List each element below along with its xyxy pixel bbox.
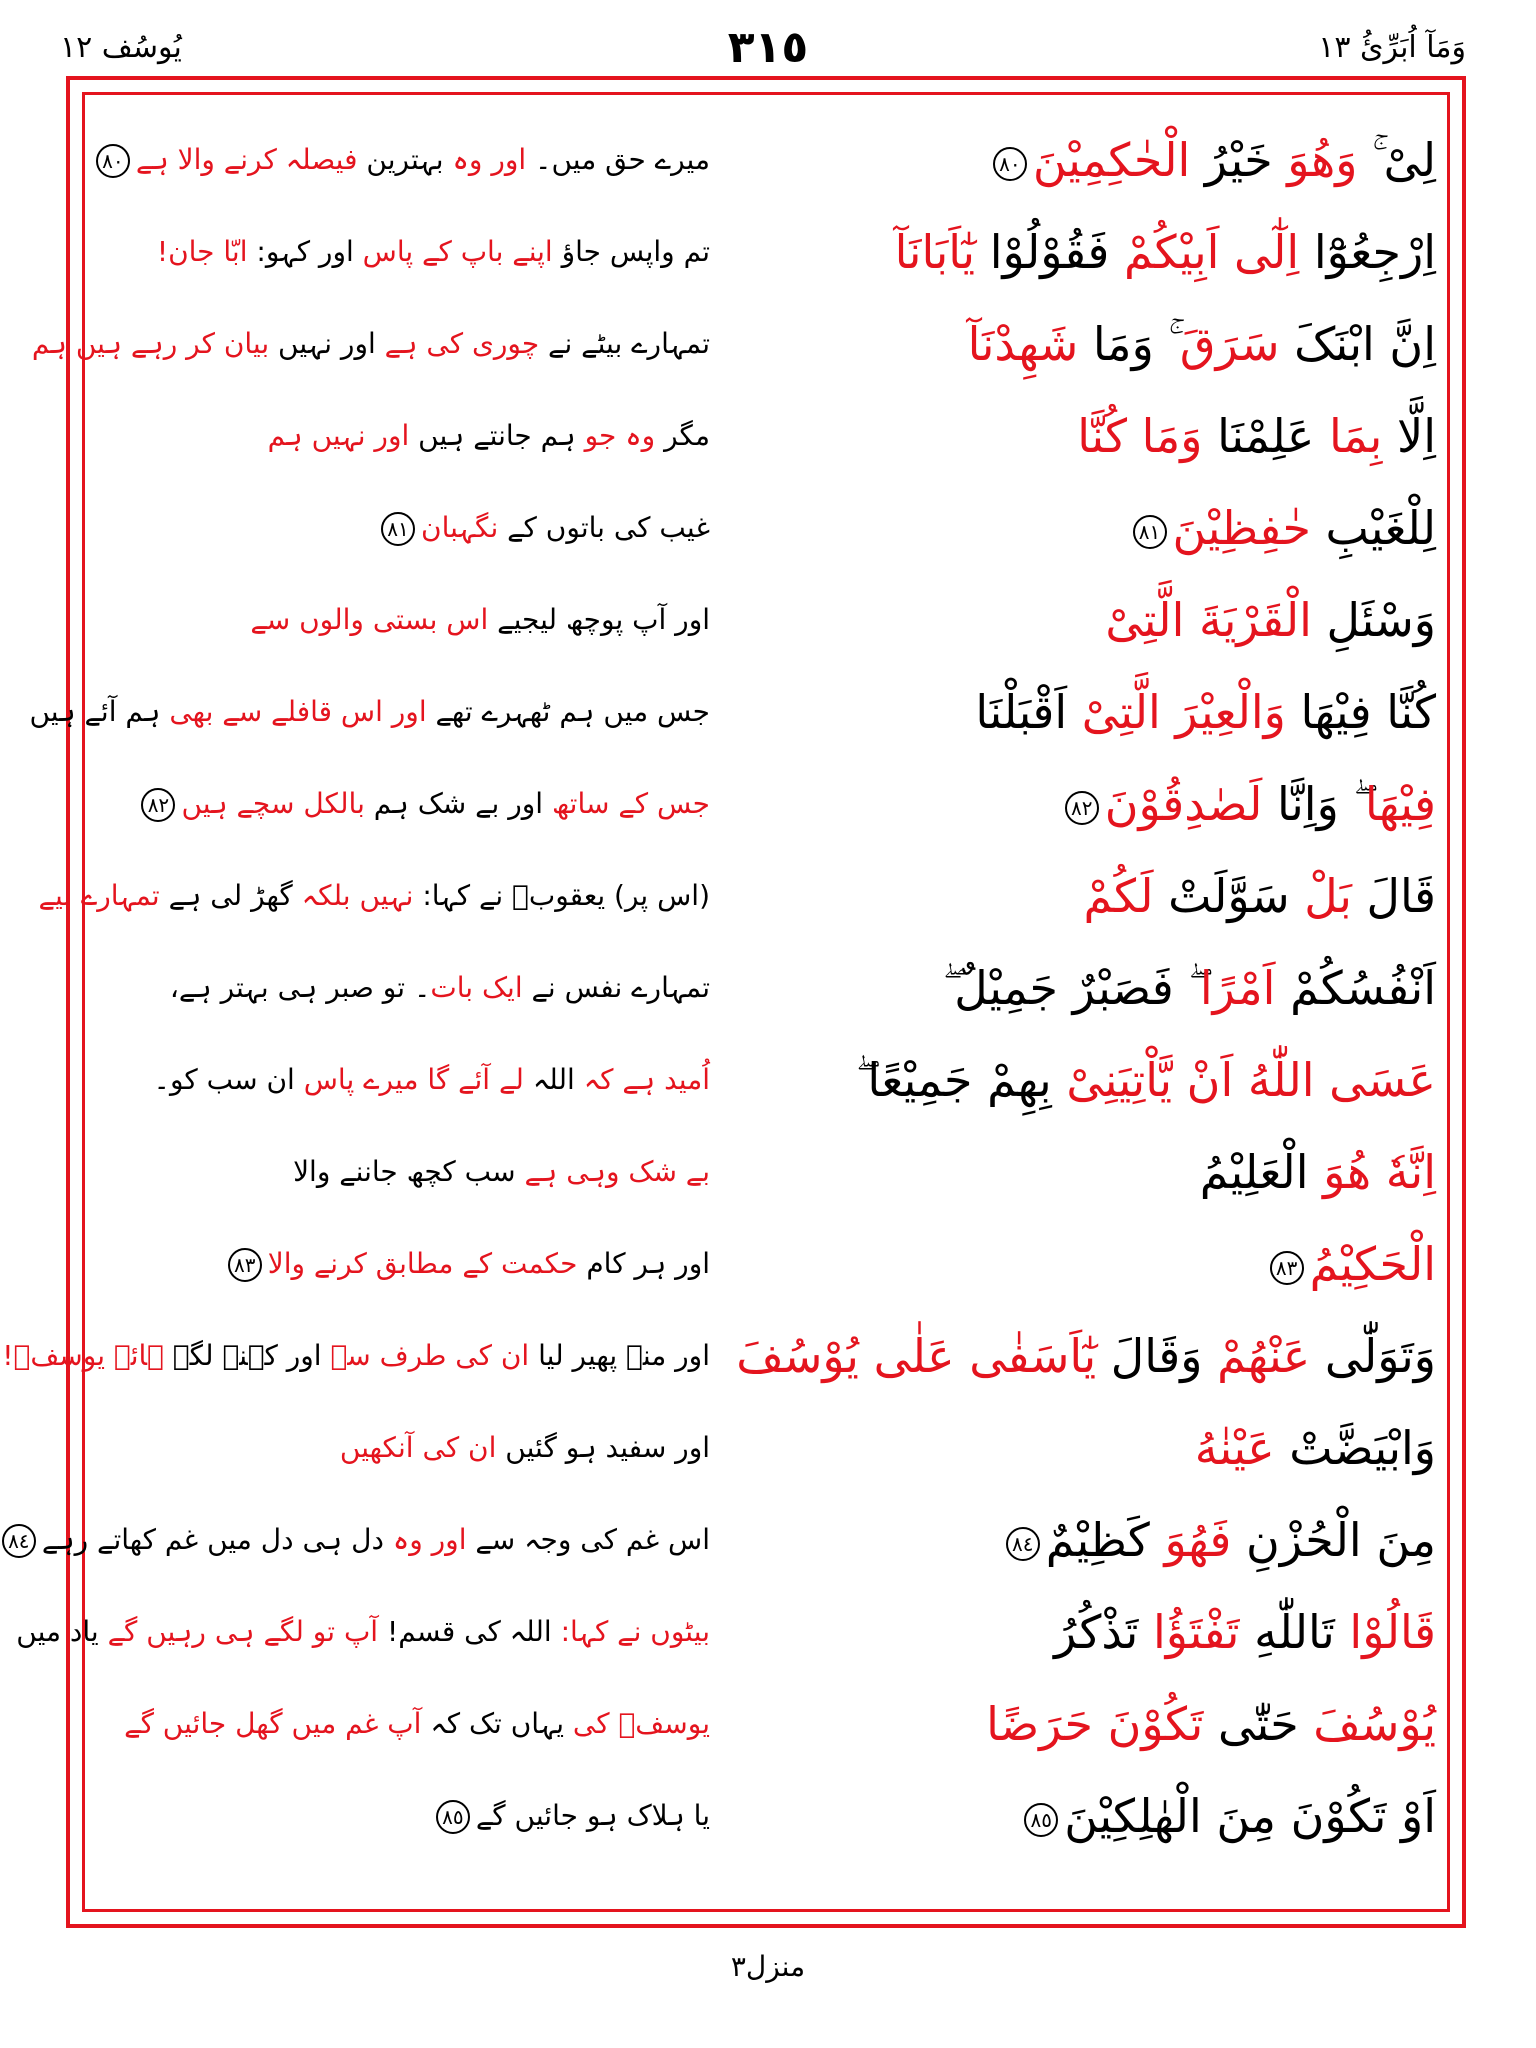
urdu-segment: ہم جانتے ہیں xyxy=(409,419,585,452)
urdu-translation xyxy=(100,120,740,212)
urdu-segment: چوری کی ہے xyxy=(384,327,540,360)
verse-row xyxy=(2,1316,1436,1408)
urdu-segment: ان کی طرف سے xyxy=(330,1339,530,1372)
verse-row xyxy=(100,1684,1436,1776)
arabic-segment: وَمَا کُنَّا xyxy=(1077,409,1203,463)
arabic-segment: لِلْغَیْبِ xyxy=(1310,501,1436,555)
urdu-segment: جس میں ہم ٹھہرے تھے xyxy=(426,695,710,728)
verse-row xyxy=(100,1776,1436,1868)
arabic-segment: کَظِیْمٌ xyxy=(1045,1513,1165,1567)
ayah-number-marker: ٨٤ xyxy=(1006,1527,1040,1561)
arabic-segment: اِلٰٓی اَبِیْکُمْ xyxy=(1123,225,1300,279)
arabic-segment: الْحٰکِمِیْنَ xyxy=(1032,133,1191,187)
arabic-segment: لَصٰدِقُوْنَ xyxy=(1104,777,1263,831)
arabic-segment: یٰٓاَسَفٰی عَلٰی یُوْسُفَ xyxy=(736,1329,1097,1383)
arabic-segment: بِهِمْ جَمِیْعًا ۖ xyxy=(855,1053,1067,1107)
arabic-segment: وَتَوَلّٰی xyxy=(1310,1329,1436,1383)
urdu-segment: تمہارے لیے xyxy=(38,879,160,912)
urdu-segment: اس غم کی وجہ سے xyxy=(466,1523,710,1556)
arabic-segment: ۚ وَمَا xyxy=(1078,317,1180,371)
ayah-number-marker: ٨٠ xyxy=(993,147,1027,181)
arabic-segment: عَسَی اللّٰهُ اَنْ یَّاْتِیَنِیْ xyxy=(1066,1053,1436,1107)
arabic-text xyxy=(796,120,1436,212)
urdu-segment: ان سب کو۔ xyxy=(153,1063,304,1096)
arabic-segment: لَکُمْ xyxy=(1083,869,1154,923)
arabic-segment: سَوَّلَتْ xyxy=(1153,869,1305,923)
translation-number-marker: ٨٣ xyxy=(228,1248,262,1282)
urdu-segment: ابّا جان! xyxy=(156,235,248,268)
urdu-segment: اور بے شک ہم xyxy=(364,787,552,820)
urdu-segment: اور سفید ہو گئیں xyxy=(496,1431,710,1464)
arabic-segment: اَوْ تَکُوْنَ مِنَ الْهٰلِکِیْنَ xyxy=(1064,1789,1436,1843)
urdu-translation xyxy=(100,1684,740,1776)
urdu-segment: غیب کی باتوں کے xyxy=(498,511,710,544)
urdu-segment: سب کچھ جاننے والا xyxy=(293,1155,525,1188)
urdu-translation xyxy=(29,672,740,764)
urdu-segment: اور وہ xyxy=(452,143,527,176)
urdu-segment: اور اس قافلے سے بھی xyxy=(169,695,427,728)
arabic-segment: اَقْبَلْنَا xyxy=(975,685,1082,739)
urdu-segment: ایک بات xyxy=(430,971,523,1004)
urdu-translation xyxy=(31,304,740,396)
ayah-number-marker: ٨١ xyxy=(1133,515,1167,549)
arabic-text xyxy=(796,1224,1436,1316)
urdu-segment: اور منہ پھیر لیا xyxy=(529,1339,710,1372)
urdu-segment: نگہبان xyxy=(421,511,499,544)
verse-row xyxy=(100,212,1436,304)
arabic-text xyxy=(796,580,1436,672)
urdu-segment: ۔ تو صبر ہی بہتر ہے، xyxy=(169,971,431,1004)
arabic-text xyxy=(796,764,1436,856)
urdu-segment: آپ غم میں گھل جائیں گے xyxy=(124,1707,422,1740)
urdu-translation xyxy=(100,212,740,304)
urdu-segment: اللہ xyxy=(523,1063,584,1096)
urdu-segment: بالکل سچے ہیں xyxy=(181,787,365,820)
verse-row xyxy=(100,948,1436,1040)
arabic-segment: الْقَرْیَةَ الَّتِیْ xyxy=(1105,593,1312,647)
arabic-segment: اِنَّ ابْنَکَ xyxy=(1279,317,1436,371)
urdu-segment: فیصلہ کرنے والا ہے xyxy=(135,143,358,176)
verse-row xyxy=(100,396,1436,488)
page-number: ٣١٥ xyxy=(727,22,809,73)
urdu-segment: گھڑ لی ہے xyxy=(159,879,302,912)
arabic-text xyxy=(796,1684,1436,1776)
urdu-translation xyxy=(100,1408,740,1500)
urdu-translation xyxy=(100,396,740,488)
urdu-segment: جس کے ساتھ xyxy=(551,787,710,820)
translation-number-marker: ٨٤ xyxy=(2,1524,36,1558)
arabic-segment: عَیْنٰهُ xyxy=(1194,1421,1275,1475)
arabic-segment: تَاللّٰهِ xyxy=(1239,1605,1350,1659)
urdu-segment: بیٹوں نے کہا: xyxy=(560,1615,710,1648)
urdu-segment: اللہ کی قسم! xyxy=(378,1615,561,1648)
arabic-segment: اَمْرًا xyxy=(1199,961,1276,1015)
arabic-segment: یٰٓاَبَانَآ xyxy=(894,225,976,279)
urdu-translation xyxy=(100,1776,740,1868)
urdu-segment: اور کہنے لگے xyxy=(163,1339,331,1372)
arabic-segment: اِرْجِعُوْٓا xyxy=(1299,225,1436,279)
arabic-text xyxy=(796,672,1436,764)
urdu-segment: دل ہی دل میں غم کھاتے رہے xyxy=(41,1523,393,1556)
urdu-segment: اپنے باپ کے پاس xyxy=(362,235,553,268)
arabic-segment: وَالْعِیْرَ الَّتِیْ xyxy=(1081,685,1286,739)
translation-number-marker: ٨٠ xyxy=(96,144,130,178)
arabic-segment: یُوْسُفَ xyxy=(1313,1697,1436,1751)
translation-number-marker: ٨١ xyxy=(381,512,415,546)
verse-row xyxy=(29,672,1436,764)
arabic-segment: تَفْتَؤُا xyxy=(1152,1605,1240,1659)
urdu-segment: اس بستی والوں سے xyxy=(250,603,489,636)
verse-row xyxy=(100,1224,1436,1316)
verse-rows xyxy=(2,120,1436,1868)
arabic-text xyxy=(796,948,1436,1040)
arabic-text xyxy=(796,1040,1436,1132)
urdu-segment: میرے حق میں۔ xyxy=(526,143,710,176)
urdu-segment: حکمت کے مطابق کرنے والا xyxy=(267,1247,578,1280)
arabic-segment: وَهُوَ xyxy=(1287,133,1358,187)
verse-row xyxy=(100,1408,1436,1500)
arabic-text xyxy=(796,212,1436,304)
verse-row xyxy=(31,304,1436,396)
urdu-translation xyxy=(2,1316,740,1408)
verse-row xyxy=(100,488,1436,580)
urdu-segment: اور ہر کام xyxy=(577,1247,710,1280)
verse-row xyxy=(38,856,1436,948)
urdu-translation xyxy=(100,764,740,856)
arabic-segment: فَهُوَ xyxy=(1164,1513,1232,1567)
urdu-segment: بیان کر رہے ہیں ہم xyxy=(31,327,270,360)
urdu-segment: یوسفؑ کی xyxy=(572,1707,710,1740)
urdu-segment: لے آئے گا میرے پاس xyxy=(303,1063,524,1096)
verse-row xyxy=(100,1132,1436,1224)
urdu-segment: تم واپس جاؤ xyxy=(552,235,710,268)
arabic-text xyxy=(796,488,1436,580)
urdu-translation xyxy=(100,948,740,1040)
arabic-segment: عَنْهُمْ xyxy=(1217,1329,1311,1383)
arabic-segment: عَلِمْنَا xyxy=(1202,409,1329,463)
ayah-number-marker: ٨٢ xyxy=(1065,791,1099,825)
arabic-segment: مِنَ الْحُزْنِ xyxy=(1231,1513,1436,1567)
arabic-segment: حَتّٰی xyxy=(1203,1697,1314,1751)
urdu-segment: آپ تو لگے ہی رہیں گے xyxy=(107,1615,379,1648)
verse-row xyxy=(100,764,1436,856)
urdu-segment: نہیں بلکہ xyxy=(301,879,414,912)
urdu-translation xyxy=(8,1500,740,1592)
arabic-segment: الْحَکِیْمُ xyxy=(1309,1237,1436,1291)
urdu-segment: اُمید ہے کہ xyxy=(583,1063,710,1096)
arabic-segment: فِیْهَا xyxy=(1364,777,1436,831)
arabic-text xyxy=(736,1316,1436,1408)
urdu-segment: یہاں تک کہ xyxy=(421,1707,573,1740)
urdu-translation xyxy=(100,1132,740,1224)
ayah-number-marker: ٨٣ xyxy=(1270,1251,1304,1285)
arabic-segment: لِیْ ۚ xyxy=(1357,133,1436,187)
footer-manzil: منزل٣ xyxy=(730,1950,806,1983)
urdu-segment: مگر xyxy=(655,419,710,452)
ayah-number-marker: ٨٥ xyxy=(1024,1803,1058,1837)
arabic-segment: فَقُوْلُوْا xyxy=(975,225,1124,279)
urdu-translation xyxy=(100,580,740,672)
arabic-text xyxy=(796,1408,1436,1500)
urdu-segment: (اس پر) یعقوبؑ نے کہا: xyxy=(413,879,710,912)
urdu-translation xyxy=(100,1040,740,1132)
arabic-segment: شَهِدْنَآ xyxy=(967,317,1079,371)
urdu-segment: اور نہیں xyxy=(269,327,385,360)
arabic-segment: وَسْئَلِ xyxy=(1311,593,1436,647)
translation-number-marker: ٨٥ xyxy=(436,1800,470,1834)
arabic-segment: قَالُوْا xyxy=(1349,1605,1436,1659)
urdu-segment: بہترین xyxy=(357,143,453,176)
urdu-segment: ہم آئے ہیں xyxy=(29,695,170,728)
urdu-segment: تمہارے نفس نے xyxy=(522,971,710,1004)
header-surah: یُوسُف ١٢ xyxy=(60,30,182,65)
arabic-text xyxy=(796,396,1436,488)
urdu-segment: اور نہیں ہم xyxy=(267,419,410,452)
arabic-segment: اِنَّهٗ هُوَ xyxy=(1323,1145,1436,1199)
arabic-segment: ۖ وَاِنَّا xyxy=(1262,777,1365,831)
urdu-translation xyxy=(16,1592,740,1684)
urdu-translation xyxy=(100,1224,740,1316)
arabic-segment: کُنَّا فِیْهَا xyxy=(1285,685,1436,739)
verse-row xyxy=(16,1592,1436,1684)
arabic-segment: حٰفِظِیْنَ xyxy=(1172,501,1311,555)
arabic-text xyxy=(796,1776,1436,1868)
urdu-segment: ان کی آنکھیں xyxy=(339,1431,497,1464)
urdu-segment: اور کہو: xyxy=(247,235,363,268)
arabic-text xyxy=(796,856,1436,948)
translation-number-marker: ٨٢ xyxy=(141,788,175,822)
urdu-segment: اور وہ xyxy=(392,1523,467,1556)
urdu-segment: یا ہلاک ہو جائیں گے xyxy=(475,1799,710,1832)
arabic-segment: خَیْرُ xyxy=(1190,133,1288,187)
arabic-segment: اِلَّا xyxy=(1382,409,1436,463)
urdu-translation xyxy=(100,488,740,580)
arabic-segment: وَابْیَضَّتْ xyxy=(1274,1421,1436,1475)
arabic-text xyxy=(796,1592,1436,1684)
urdu-segment: بے شک وہی ہے xyxy=(524,1155,710,1188)
verse-row xyxy=(100,580,1436,672)
verse-row xyxy=(8,1500,1436,1592)
arabic-text xyxy=(796,1132,1436,1224)
arabic-segment: اَنْفُسُکُمْ xyxy=(1275,961,1436,1015)
arabic-segment: تَذْکُرُ xyxy=(1054,1605,1153,1659)
arabic-segment: وَقَالَ xyxy=(1096,1329,1218,1383)
urdu-segment: تمہارے بیٹے نے xyxy=(539,327,710,360)
verse-row xyxy=(100,120,1436,212)
urdu-segment: یاد میں xyxy=(16,1615,108,1648)
arabic-segment: قَالَ xyxy=(1351,869,1436,923)
urdu-segment: وہ جو xyxy=(584,419,656,452)
urdu-segment: اور آپ پوچھ لیجیے xyxy=(488,603,710,636)
urdu-translation xyxy=(38,856,740,948)
header-juz: وَمَآ اُبَرِّئُ ١٣ xyxy=(1318,30,1466,65)
arabic-segment: بِمَا xyxy=(1328,409,1383,463)
urdu-segment: ہائے یوسفؑ! xyxy=(2,1339,164,1372)
arabic-segment: تَکُوْنَ حَرَضًا xyxy=(986,1697,1204,1751)
arabic-text xyxy=(796,1500,1436,1592)
verse-row xyxy=(100,1040,1436,1132)
arabic-segment: بَلْ xyxy=(1304,869,1352,923)
arabic-text xyxy=(796,304,1436,396)
arabic-segment: سَرَقَ xyxy=(1179,317,1280,371)
arabic-segment: الْعَلِیْمُ xyxy=(1199,1145,1324,1199)
arabic-segment: ۖ فَصَبْرٌ جَمِیْلٌ ۖ xyxy=(942,961,1200,1015)
